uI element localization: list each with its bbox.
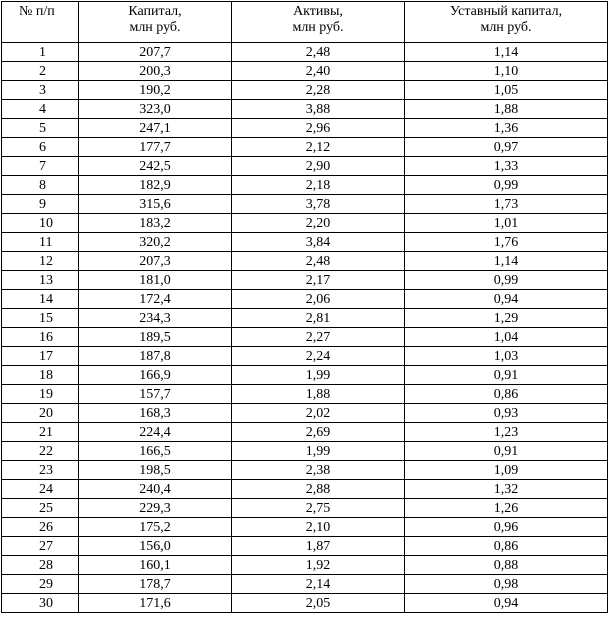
assets-cell: 2,48 (232, 252, 405, 271)
table-row (2, 157, 608, 176)
capital-cell: 234,3 (79, 309, 232, 328)
assets-cell: 1,88 (232, 385, 405, 404)
header-authorized-capital (405, 2, 608, 43)
row-number-cell: 15 (2, 309, 79, 328)
authorized-capital-cell: 0,98 (405, 575, 608, 594)
capital-cell: 166,9 (79, 366, 232, 385)
table-row (2, 119, 608, 138)
header-row-number-label: № п/п (19, 4, 55, 19)
capital-cell: 320,2 (79, 233, 232, 252)
authorized-capital-cell: 0,88 (405, 556, 608, 575)
assets-cell: 1,92 (232, 556, 405, 575)
table-row (2, 309, 608, 328)
assets-cell: 2,88 (232, 480, 405, 499)
capital-cell: 160,1 (79, 556, 232, 575)
authorized-capital-cell: 1,29 (405, 309, 608, 328)
header-capital (79, 2, 232, 43)
table-row (2, 385, 608, 404)
table-row (2, 556, 608, 575)
table-row (2, 404, 608, 423)
assets-cell: 2,12 (232, 138, 405, 157)
row-number-cell: 9 (2, 195, 79, 214)
table-row (2, 537, 608, 556)
row-number-cell: 8 (2, 176, 79, 195)
capital-cell: 181,0 (79, 271, 232, 290)
capital-cell: 157,7 (79, 385, 232, 404)
table-row (2, 423, 608, 442)
authorized-capital-cell: 1,01 (405, 214, 608, 233)
row-number-cell: 30 (2, 594, 79, 613)
table-row (2, 176, 608, 195)
assets-cell: 3,78 (232, 195, 405, 214)
capital-cell: 178,7 (79, 575, 232, 594)
capital-cell: 189,5 (79, 328, 232, 347)
authorized-capital-cell: 1,03 (405, 347, 608, 366)
authorized-capital-cell: 0,86 (405, 537, 608, 556)
table-row (2, 43, 608, 62)
table-row (2, 480, 608, 499)
assets-cell: 2,05 (232, 594, 405, 613)
table-row (2, 290, 608, 309)
table-row (2, 575, 608, 594)
row-number-cell: 6 (2, 138, 79, 157)
assets-cell: 2,18 (232, 176, 405, 195)
row-number-cell: 17 (2, 347, 79, 366)
row-number-cell: 14 (2, 290, 79, 309)
header-capital-line1: Капитал, (128, 4, 182, 19)
capital-cell: 207,7 (79, 43, 232, 62)
capital-cell: 242,5 (79, 157, 232, 176)
assets-cell: 2,27 (232, 328, 405, 347)
row-number-cell: 28 (2, 556, 79, 575)
header-authorized-capital-line2: млн руб. (480, 20, 532, 35)
row-number-cell: 27 (2, 537, 79, 556)
authorized-capital-cell: 1,14 (405, 252, 608, 271)
capital-cell: 175,2 (79, 518, 232, 537)
row-number-cell: 5 (2, 119, 79, 138)
authorized-capital-cell: 0,99 (405, 271, 608, 290)
assets-cell: 3,84 (232, 233, 405, 252)
table-row (2, 214, 608, 233)
table-row (2, 518, 608, 537)
table-row (2, 499, 608, 518)
row-number-cell: 18 (2, 366, 79, 385)
capital-cell: 166,5 (79, 442, 232, 461)
row-number-cell: 19 (2, 385, 79, 404)
authorized-capital-cell: 0,94 (405, 594, 608, 613)
capital-cell: 224,4 (79, 423, 232, 442)
capital-cell: 198,5 (79, 461, 232, 480)
authorized-capital-cell: 1,09 (405, 461, 608, 480)
assets-cell: 2,02 (232, 404, 405, 423)
authorized-capital-cell: 1,23 (405, 423, 608, 442)
row-number-cell: 23 (2, 461, 79, 480)
row-number-cell: 21 (2, 423, 79, 442)
row-number-cell: 16 (2, 328, 79, 347)
table-row (2, 347, 608, 366)
capital-cell: 229,3 (79, 499, 232, 518)
table-row (2, 442, 608, 461)
row-number-cell: 22 (2, 442, 79, 461)
row-number-cell: 3 (2, 81, 79, 100)
authorized-capital-cell: 1,76 (405, 233, 608, 252)
table-row (2, 271, 608, 290)
table-row (2, 328, 608, 347)
authorized-capital-cell: 0,96 (405, 518, 608, 537)
capital-table (1, 1, 608, 613)
header-assets (232, 2, 405, 43)
table-row (2, 366, 608, 385)
assets-cell: 2,20 (232, 214, 405, 233)
table-header (2, 2, 608, 43)
row-number-cell: 2 (2, 62, 79, 81)
table-row (2, 81, 608, 100)
table-row (2, 461, 608, 480)
authorized-capital-cell: 1,73 (405, 195, 608, 214)
row-number-cell: 24 (2, 480, 79, 499)
authorized-capital-cell: 0,94 (405, 290, 608, 309)
assets-cell: 2,75 (232, 499, 405, 518)
row-number-cell: 7 (2, 157, 79, 176)
table-row (2, 100, 608, 119)
assets-cell: 3,88 (232, 100, 405, 119)
assets-cell: 2,06 (232, 290, 405, 309)
capital-cell: 156,0 (79, 537, 232, 556)
assets-cell: 2,38 (232, 461, 405, 480)
table-row (2, 252, 608, 271)
capital-cell: 168,3 (79, 404, 232, 423)
row-number-cell: 20 (2, 404, 79, 423)
row-number-cell: 25 (2, 499, 79, 518)
header-assets-line1: Активы, (293, 4, 343, 19)
authorized-capital-cell: 1,10 (405, 62, 608, 81)
table-body (2, 43, 608, 613)
row-number-cell: 13 (2, 271, 79, 290)
capital-cell: 323,0 (79, 100, 232, 119)
table-row (2, 62, 608, 81)
capital-cell: 240,4 (79, 480, 232, 499)
row-number-cell: 10 (2, 214, 79, 233)
authorized-capital-cell: 1,04 (405, 328, 608, 347)
authorized-capital-cell: 1,32 (405, 480, 608, 499)
assets-cell: 2,14 (232, 575, 405, 594)
assets-cell: 2,17 (232, 271, 405, 290)
capital-cell: 182,9 (79, 176, 232, 195)
header-authorized-capital-line1: Уставный капитал, (449, 4, 563, 19)
authorized-capital-cell: 0,86 (405, 385, 608, 404)
authorized-capital-cell: 0,91 (405, 442, 608, 461)
row-number-cell: 26 (2, 518, 79, 537)
capital-cell: 183,2 (79, 214, 232, 233)
capital-cell: 190,2 (79, 81, 232, 100)
capital-cell: 171,6 (79, 594, 232, 613)
assets-cell: 1,87 (232, 537, 405, 556)
authorized-capital-cell: 0,91 (405, 366, 608, 385)
capital-cell: 247,1 (79, 119, 232, 138)
table-row (2, 233, 608, 252)
row-number-cell: 11 (2, 233, 79, 252)
assets-cell: 1,99 (232, 442, 405, 461)
capital-cell: 187,8 (79, 347, 232, 366)
row-number-cell: 4 (2, 100, 79, 119)
assets-cell: 2,69 (232, 423, 405, 442)
row-number-cell: 29 (2, 575, 79, 594)
authorized-capital-cell: 0,93 (405, 404, 608, 423)
authorized-capital-cell: 1,36 (405, 119, 608, 138)
row-number-cell: 1 (2, 43, 79, 62)
assets-cell: 2,96 (232, 119, 405, 138)
authorized-capital-cell: 1,88 (405, 100, 608, 119)
header-row-number (2, 2, 79, 43)
row-number-cell: 12 (2, 252, 79, 271)
table-row (2, 594, 608, 613)
header-capital-line2: млн руб. (129, 20, 181, 35)
assets-cell: 2,81 (232, 309, 405, 328)
authorized-capital-cell: 1,26 (405, 499, 608, 518)
authorized-capital-cell: 0,97 (405, 138, 608, 157)
capital-cell: 200,3 (79, 62, 232, 81)
assets-cell: 2,24 (232, 347, 405, 366)
capital-cell: 315,6 (79, 195, 232, 214)
authorized-capital-cell: 1,05 (405, 81, 608, 100)
authorized-capital-cell: 1,14 (405, 43, 608, 62)
assets-cell: 2,90 (232, 157, 405, 176)
authorized-capital-cell: 0,99 (405, 176, 608, 195)
assets-cell: 2,48 (232, 43, 405, 62)
table-row (2, 138, 608, 157)
header-row (2, 2, 608, 43)
capital-cell: 177,7 (79, 138, 232, 157)
header-assets-line2: млн руб. (292, 20, 344, 35)
assets-cell: 2,10 (232, 518, 405, 537)
assets-cell: 2,40 (232, 62, 405, 81)
assets-cell: 2,28 (232, 81, 405, 100)
capital-cell: 172,4 (79, 290, 232, 309)
authorized-capital-cell: 1,33 (405, 157, 608, 176)
capital-cell: 207,3 (79, 252, 232, 271)
assets-cell: 1,99 (232, 366, 405, 385)
table-row (2, 195, 608, 214)
